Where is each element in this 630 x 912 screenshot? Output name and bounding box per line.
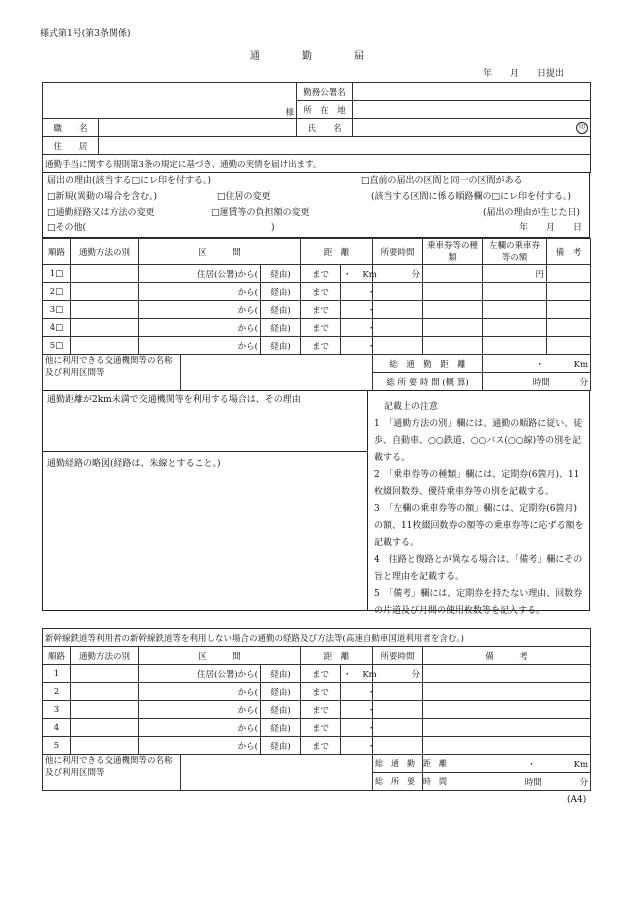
s-other-transport-field[interactable] (181, 755, 373, 791)
position-label: 職 名 (43, 119, 99, 137)
row-distance[interactable]: ・ (341, 319, 373, 337)
row-order[interactable]: 2□ (43, 283, 71, 301)
same-section-checkbox[interactable]: □直前の届出の区間と同一の区間がある (361, 176, 523, 186)
row-to: まで (301, 319, 341, 337)
row-from[interactable]: から( (139, 337, 261, 355)
route-row[interactable] (43, 283, 591, 301)
sama-label: 様 (285, 108, 295, 118)
row-distance[interactable]: ・ Km (341, 265, 373, 283)
s-total-time-label: 総 所 要 時 間 (373, 773, 423, 791)
row-remarks[interactable] (423, 665, 591, 683)
row-via[interactable]: 経由) (261, 683, 301, 701)
row-to: まで (301, 701, 341, 719)
s-total-time-field[interactable]: 時間 分 (423, 773, 591, 791)
notes-box (367, 390, 590, 616)
row-ticket-type[interactable] (423, 265, 483, 283)
paper-size: (A4) (567, 795, 587, 805)
form-label: 様式第1号(第3条関係) (40, 29, 131, 39)
row-to: まで (301, 719, 341, 737)
row-remarks[interactable] (547, 265, 591, 283)
same-section-note: (該当する区間に係る順路欄の□にレ印を付する。) (371, 192, 572, 202)
row-via[interactable]: 経由) (261, 701, 301, 719)
reason-route-checkbox[interactable]: □通勤経路又は方法の変更 (47, 208, 155, 218)
route-row[interactable] (43, 319, 591, 337)
row-distance[interactable]: ・ (341, 683, 373, 701)
office-name-label: 勤務公署名 (297, 83, 353, 101)
s-col-method: 通勤方法の別 (71, 647, 139, 665)
row-order: 1 (43, 665, 71, 683)
total-distance-field[interactable]: ・ Km (483, 355, 591, 373)
reason-new-checkbox[interactable]: □新規(異動の場合を含む。) (47, 192, 158, 202)
s-col-time: 所要時間 (373, 647, 423, 665)
row-order[interactable]: 1□ (43, 265, 71, 283)
row-via[interactable]: 経由) (261, 283, 301, 301)
total-distance-label: 総 通 勤 距 離 (373, 355, 483, 373)
row-time[interactable]: 分 (373, 665, 423, 683)
row-order[interactable]: 5□ (43, 337, 71, 355)
reason-other-checkbox[interactable]: □その他( (47, 223, 87, 233)
row-via[interactable]: 経由) (261, 319, 301, 337)
row-distance[interactable]: ・ (341, 301, 373, 319)
row-via[interactable]: 経由) (261, 665, 301, 683)
route-row[interactable] (43, 301, 591, 319)
row-ticket-amount[interactable]: 円 (483, 265, 547, 283)
row-distance[interactable]: ・ Km (341, 665, 373, 683)
s-col-distance: 距 離 (301, 647, 373, 665)
residence-label: 住 居 (43, 137, 99, 155)
row-from[interactable]: から( (139, 283, 261, 301)
s-col-order: 順路 (43, 647, 71, 665)
row-via[interactable]: 経由) (261, 301, 301, 319)
col-method: 通勤方法の別 (71, 239, 139, 265)
col-distance: 距 離 (301, 239, 373, 265)
name-label: 氏 名 (297, 119, 353, 137)
row-to: まで (301, 301, 341, 319)
occurred-date-label: (届出の理由が生じた日) (483, 208, 581, 218)
row-distance[interactable]: ・ (341, 737, 373, 755)
office-name-field[interactable] (353, 83, 591, 101)
shinkansen-row[interactable] (43, 701, 591, 719)
s-other-transport-label: 他に利用できる交通機関等の名称及び利用区間等 (43, 755, 181, 791)
submission-date[interactable]: 年 月 日提出 (483, 69, 565, 79)
residence-field[interactable] (99, 137, 591, 155)
row-via[interactable]: 経由) (261, 265, 301, 283)
col-section: 区 間 (139, 239, 301, 265)
row-order[interactable]: 3□ (43, 301, 71, 319)
s-total-distance-label: 総 通 勤 距 離 (373, 755, 423, 773)
address-field[interactable] (353, 101, 591, 119)
total-time-field[interactable]: 時間 分 (483, 373, 591, 391)
shinkansen-heading: 新幹線鉄道等利用者の新幹線鉄道等を利用しない場合の通勤の経路及び方法等(高速自動車国道利用者を含む。) (43, 629, 591, 647)
other-transport-label: 他に利用できる交通機関等の名称及び利用区間等 (43, 355, 181, 391)
row-distance[interactable]: ・ (341, 719, 373, 737)
personal-info-table (42, 82, 591, 173)
row-order: 3 (43, 701, 71, 719)
row-distance[interactable]: ・ (341, 337, 373, 355)
row-from[interactable]: 住居(公署)から( (139, 265, 261, 283)
route-sketch-label: 通勤経路の略図(経路は、朱線とすること。) (47, 459, 221, 469)
addressee-cell[interactable] (43, 83, 297, 119)
row-from[interactable]: から( (139, 301, 261, 319)
shinkansen-row[interactable] (43, 719, 591, 737)
address-label: 所 在 地 (297, 101, 353, 119)
row-via[interactable]: 経由) (261, 737, 301, 755)
s-col-remarks: 備 考 (423, 647, 591, 665)
seal-icon: 印 (576, 122, 588, 134)
row-from[interactable]: から( (139, 701, 261, 719)
row-to: まで (301, 737, 341, 755)
reason-fare-checkbox[interactable]: □運賃等の負担額の変更 (211, 208, 310, 218)
row-order: 5 (43, 737, 71, 755)
notes-heading: 記載上の注意 (384, 402, 439, 412)
row-via[interactable]: 経由) (261, 337, 301, 355)
s-total-distance-field[interactable]: ・ Km (423, 755, 591, 773)
name-field[interactable] (353, 119, 591, 137)
total-time-label: 総 所 要 時 間 (概 算) (373, 373, 483, 391)
row-from[interactable]: から( (139, 319, 261, 337)
reasons-box (42, 172, 590, 238)
row-order[interactable]: 4□ (43, 319, 71, 337)
note-item: 4 往路と復路とが異なる場合は、「備考」欄にその旨と理由を記載する。 (374, 555, 583, 582)
note-item: 5 「備考」欄には、定期券を持たない理由、回数券の片道及び月間の使用枚数等を記入する。 (374, 589, 583, 616)
col-remarks: 備 考 (547, 239, 591, 265)
occurred-date[interactable]: 年 月 日 (519, 223, 583, 233)
row-distance[interactable]: ・ (341, 701, 373, 719)
page-title: 通 勤 届 (250, 51, 380, 62)
reason-residence-checkbox[interactable]: □住居の変更 (217, 192, 271, 202)
route-row[interactable] (43, 265, 591, 283)
row-distance[interactable]: ・ (341, 283, 373, 301)
row-order: 2 (43, 683, 71, 701)
other-transport-field[interactable] (181, 355, 373, 391)
position-field[interactable] (99, 119, 297, 137)
row-time[interactable]: 分 (373, 265, 423, 283)
route-sketch-box[interactable] (42, 451, 368, 611)
shinkansen-table (42, 628, 591, 791)
row-to: まで (301, 683, 341, 701)
route-row[interactable] (43, 337, 591, 355)
row-order: 4 (43, 719, 71, 737)
statement: 通勤手当に関する規則第3条の規定に基づき、通勤の実情を届け出ます。 (43, 155, 591, 173)
row-from[interactable]: から( (139, 719, 261, 737)
row-from[interactable]: 住居(公署)から( (139, 665, 261, 683)
shinkansen-row[interactable] (43, 737, 591, 755)
row-from[interactable]: から( (139, 683, 261, 701)
row-method[interactable] (71, 265, 139, 283)
shinkansen-row[interactable] (43, 683, 591, 701)
row-to: まで (301, 665, 341, 683)
col-ticket-type: 乗車券等の種類 (423, 239, 483, 265)
col-ticket-amount: 左欄の乗車券等の額 (483, 239, 547, 265)
reason-other-close: ) (271, 223, 275, 233)
row-to: まで (301, 265, 341, 283)
reason-under-2km-label: 通勤距離が2km未満で交通機関等を利用する場合は、その理由 (47, 395, 301, 405)
col-time: 所要時間 (373, 239, 423, 265)
row-to: まで (301, 283, 341, 301)
row-from[interactable]: から( (139, 737, 261, 755)
col-order: 順路 (43, 239, 71, 265)
note-item: 3 「左欄の乗車券等の額」欄には、定期券(6箇月)の額、11枚綴回数券の額等の乗車券等に応ずる額を記載する。 (374, 504, 584, 548)
row-via[interactable]: 経由) (261, 719, 301, 737)
note-item: 2 「乗車券等の種類」欄には、定期券(6箇月)、11枚綴回数券、優待乗車券等の別を記載する。 (374, 470, 580, 497)
note-item: 1 「通勤方法の別」欄には、通勤の順路に従い、徒歩、自動車、○○鉄道、○○バス(○○線)等の別を記載する。 (374, 419, 583, 463)
reasons-heading: 届出の理由(該当する□にレ印を付する。) (47, 176, 212, 186)
reason-under-2km-box[interactable] (42, 390, 368, 452)
route-table (42, 238, 591, 391)
shinkansen-row[interactable] (43, 665, 591, 683)
row-to: まで (301, 337, 341, 355)
s-col-section: 区 間 (139, 647, 301, 665)
